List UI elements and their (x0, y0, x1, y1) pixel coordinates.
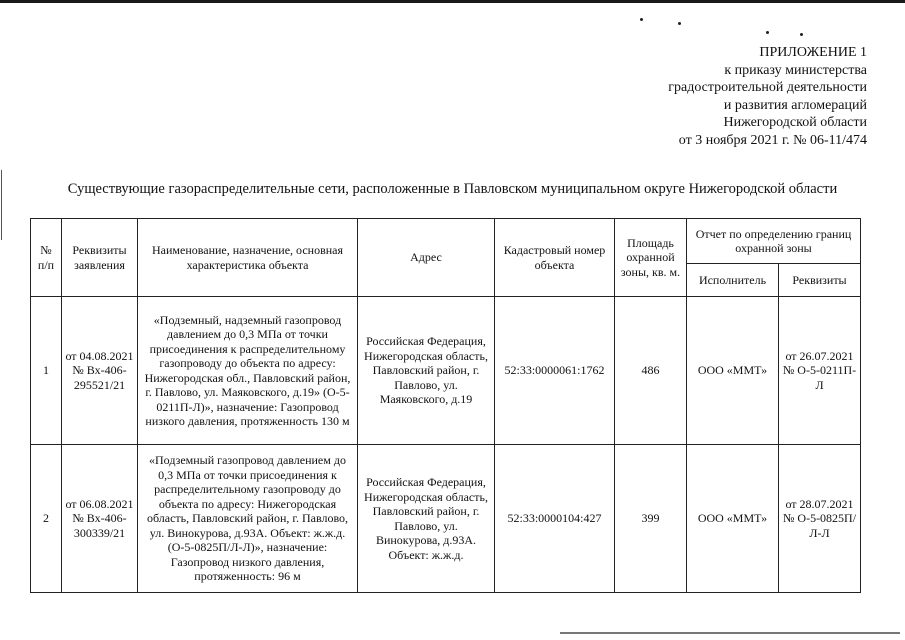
appendix-line: к приказу министерства (724, 62, 867, 78)
cell-num: 2 (31, 445, 62, 593)
cell-num: 1 (31, 297, 62, 445)
scan-speck (800, 33, 803, 36)
cell-report-requisites: от 26.07.2021 № О-5-0211П-Л (779, 297, 861, 445)
appendix-block (668, 44, 867, 149)
cell-object-name: «Подземный газопровод давлением до 0,3 МПа от точки присоединения к распределительному газопроводу до объекта по адресу: Нижегородская область, Павловский район, г. Павлово, ул. Винокурова, д.93А. Объект: ж.ж.д. (О-5-0825П/Л-Л)», назначение: Газопровод низкого давления, протяженность: 96 м (138, 445, 358, 593)
scan-edge-top (0, 0, 905, 3)
header-report-requisites: Реквизиты (779, 264, 861, 297)
table-row (31, 297, 861, 445)
header-executor: Исполнитель (687, 264, 779, 297)
appendix-line: Нижегородской области (723, 115, 867, 130)
appendix-line: и развития агломераций (723, 97, 867, 113)
scan-edge-bottom (560, 632, 900, 634)
cell-report-requisites: от 28.07.2021 № О-5-0825П/Л-Л (779, 445, 861, 593)
scan-speck (640, 18, 643, 21)
appendix-line: градостроительной деятельности (668, 80, 867, 95)
header-report: Отчет по определению границ охранной зоны (687, 219, 861, 264)
cell-address: Российская Федерация, Нижегородская область, Павловский район, г. Павлово, ул. Маяковского, д.19 (358, 297, 495, 445)
header-num: № п/п (31, 219, 62, 297)
cell-object-name: «Подземный, надземный газопровод давлением до 0,3 МПа от точки присоединения к распределительному газопроводу до объекта по адресу: Нижегородская обл., Павловский район, г. Павлово, ул. Маяковского, д.19» (О-5-0211П-Л)», назначение: Газопровод низкого давления, протяженность 130 м (138, 297, 358, 445)
cell-request: от 06.08.2021 № Вх-406-300339/21 (62, 445, 138, 593)
cell-cadastral: 52:33:0000061:1762 (495, 297, 615, 445)
cell-area: 399 (615, 445, 687, 593)
cell-executor: ООО «ММТ» (687, 445, 779, 593)
header-area: Площадь охранной зоны, кв. м. (615, 219, 687, 297)
header-request: Реквизиты заявления (62, 219, 138, 297)
appendix-line: ПРИЛОЖЕНИЕ 1 (759, 45, 867, 60)
scan-speck (678, 22, 681, 25)
header-address: Адрес (358, 219, 495, 297)
cell-executor: ООО «ММТ» (687, 297, 779, 445)
header-cadastral: Кадастровый номер объекта (495, 219, 615, 297)
scan-speck (766, 31, 769, 34)
header-object-name: Наименование, назначение, основная характеристика объекта (138, 219, 358, 297)
appendix-line: от 3 ноября 2021 г. № 06-11/474 (678, 132, 867, 148)
document-title: Существующие газораспределительные сети, расположенные в Павловском муниципальном округе Нижегородской области (67, 181, 838, 197)
table-row (31, 445, 861, 593)
cell-request: от 04.08.2021 № Вх-406-295521/21 (62, 297, 138, 445)
cell-area: 486 (615, 297, 687, 445)
cell-cadastral: 52:33:0000104:427 (495, 445, 615, 593)
gas-network-table (30, 218, 861, 593)
cell-address: Российская Федерация, Нижегородская область, Павловский район, г. Павлово, ул. Винокурова, д.93А. Объект: ж.ж.д. (358, 445, 495, 593)
